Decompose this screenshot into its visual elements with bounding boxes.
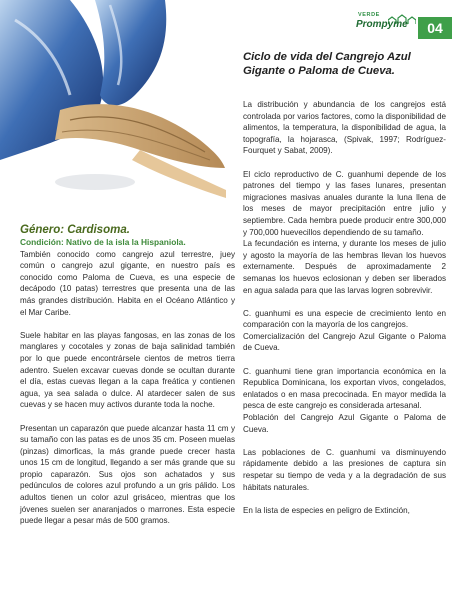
paragraph: Las poblaciones de C. guanhumi va disminuyendo rápidamente debido a las presiones de captura sin respetar su tiempo de veda y a la degradación de sus hábitats naturales. — [243, 447, 446, 492]
brand-logo — [348, 12, 448, 40]
genus-heading — [20, 224, 235, 237]
right-column — [243, 50, 446, 516]
paragraph: En la lista de especies en peligro de Extinción, — [243, 505, 410, 515]
brand-name: Prompyme — [356, 19, 408, 30]
genus-text: Género: Cardisoma — [20, 224, 127, 236]
paragraph: Población del Cangrejo Azul Gigante o Paloma de Cueva. — [243, 413, 446, 434]
paragraph: También conocido como cangrejo azul terrestre, juey común o cangrejo azul gigante, en nuestro país es conocido como Paloma de Cueva, es una especie de decápodo (10 patas) terrestres que presenta una de las más grandes distribución. Habita en el Océano Atlántico y el Mar Caribe. — [20, 249, 235, 317]
origin-line: Condición: Nativo de la isla la Hispaniola. — [20, 237, 186, 247]
paragraph: El ciclo reproductivo de C. guanhumi depende de los patrones del tiempo y las fases lunares, presentan migraciones masivas anuales durante la luna llena de los meses de mayor precipitación entre julio y septiembre. Cada hembra puede producir entre 300,000 y 700,000 huevecillos dependiendo de su tamaño. — [243, 169, 446, 237]
paragraph: C. guanhumi tiene gran importancia económica en la Republica Dominicana, los exportan vivos, congelados, enlatados o en masa precocinada. En mayor medida la pesca de este cangrejo es considerada artesanal. — [243, 366, 446, 411]
left-column — [20, 224, 235, 527]
paragraph: Comercialización del Cangrejo Azul Gigante o Paloma de Cueva. — [243, 331, 446, 353]
page-number: 04 — [418, 17, 452, 39]
paragraph: La distribución y abundancia de los cangrejos está controlada por varios factores, como la disponibilidad de alimentos, la temperatura, la disponibilidad de agua, la topografía, la hojarasca, (Spivak, 1997; Rodríguez-Fourquet y Sabat, 2009). — [243, 100, 446, 156]
section-heading: Ciclo de vida del Cangrejo Azul Gigante o Paloma de Cueva. — [243, 51, 411, 77]
paragraph: Suele habitar en las playas fangosas, en las zonas de los manglares y cocotales y zonas de baja salinidad también por lo que puede encontrársele cientos de metros tierra adentro. Suelen excavar cuevas donde se ocultan durante el día, estas cuevas llegan a la capa freática y contienen agua, ya sea salada o dulce. Al atardecer salen de sus cuevas y se hacen muy activos durante toda la noche. — [20, 330, 235, 410]
genus-period: . — [126, 224, 130, 236]
paragraph: C. guanhumi es una especie de crecimiento lento en comparación con la mayoría de los cangrejos. — [243, 308, 446, 330]
brand-tagline: VERDE — [358, 12, 380, 18]
crab-claw-illustration — [0, 0, 230, 205]
paragraph: Presentan un caparazón que puede alcanzar hasta 11 cm y su tamaño con las patas es de unos 35 cm. Poseen muelas (pinzas) dimorficas, la más grande puede crecer hasta unos 15 cm de longitud, llegando a ser más grande que su propio caparazón. Sus ojos son achatados y sus pedúnculos de colores azul profundo a un gris pálido. Los adultos tienen un color azul grisáceo, mientras que los jóvenes suelen ser anaranjados o marrones. Esta especie puede llegar a pesar más de 500 gramos. — [20, 423, 235, 526]
paragraph: La fecundación es interna, y durante los meses de julio y agosto la mayoría de las hembras llevan los huevos externamente. Después de aproximadamente 2 semanas los huevos eclosionan y deben ser liberados en agua salada para que las larvas logren sobrevivir. — [243, 239, 446, 295]
